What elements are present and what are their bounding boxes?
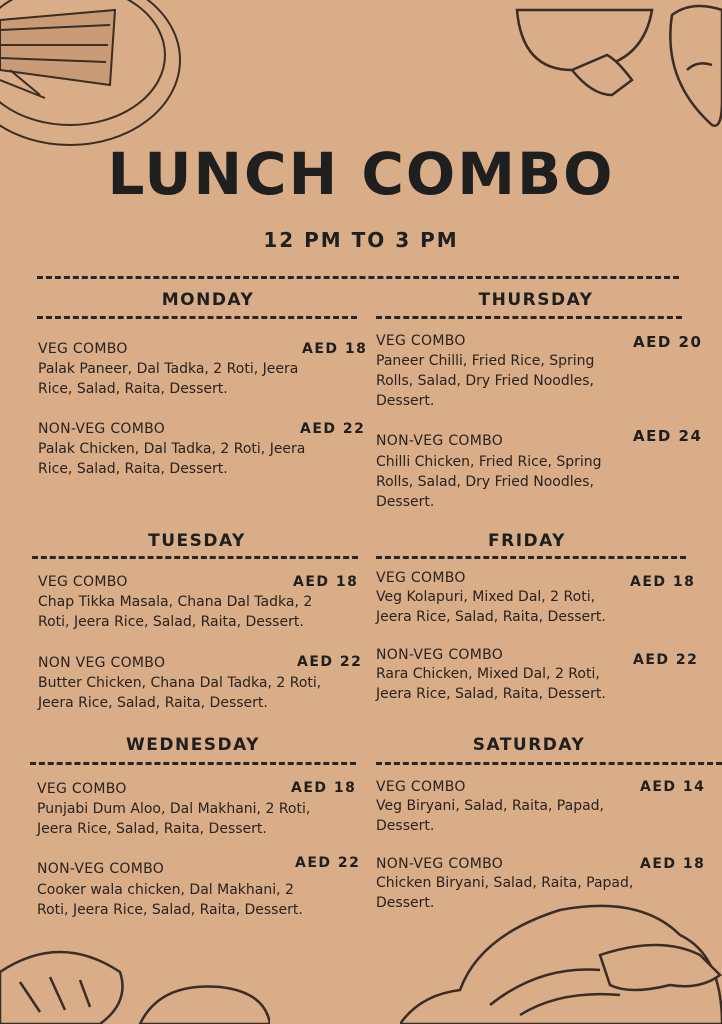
combo-price: AED 18 [640,856,706,872]
combo-price: AED 18 [291,780,357,796]
pie-slice-illustration [0,0,185,150]
page-title: LUNCH COMBO [107,140,615,208]
combo-label: VEG COMBO [376,779,466,795]
day-heading-friday: FRIDAY [488,531,566,551]
roast-chicken-illustration [400,895,722,1024]
divider [376,556,686,559]
combo-price: AED 22 [297,654,363,670]
mushroom-illustration [0,932,270,1024]
combo-label: NON-VEG COMBO [37,861,165,877]
divider [37,276,679,279]
combo-label: VEG COMBO [376,570,466,586]
combo-items: Chap Tikka Masala, Chana Dal Tadka, 2 Roti, Jeera Rice, Salad, Raita, Dessert. [38,594,313,630]
combo-items: Palak Paneer, Dal Tadka, 2 Roti, Jeera Rice, Salad, Raita, Dessert. [38,361,299,397]
combo-label: NON-VEG COMBO [376,433,504,449]
mushroom-illustration [512,0,722,140]
day-heading-wednesday: WEDNESDAY [125,735,260,755]
serving-hours: 12 PM TO 3 PM [263,228,459,252]
combo-items: Cooker wala chicken, Dal Makhani, 2 Roti, Jeera Rice, Salad, Raita, Dessert. [37,882,303,918]
combo-price: AED 18 [293,574,359,590]
combo-price: AED 18 [302,341,368,357]
combo-label: VEG COMBO [37,781,127,797]
combo-label: NON-VEG COMBO [38,421,166,437]
combo-price: AED 24 [633,427,703,445]
divider [32,556,358,559]
divider [376,762,722,765]
combo-label: NON VEG COMBO [38,655,166,671]
combo-items: Veg Biryani, Salad, Raita, Papad, Dessert. [376,798,604,834]
divider [376,316,682,319]
day-heading-thursday: THURSDAY [478,290,594,310]
combo-items: Butter Chicken, Chana Dal Tadka, 2 Roti, Jeera Rice, Salad, Raita, Dessert. [38,675,322,711]
day-heading-monday: MONDAY [161,290,255,310]
combo-items: Punjabi Dum Aloo, Dal Makhani, 2 Roti, Jeera Rice, Salad, Raita, Dessert. [37,801,311,837]
divider [30,762,356,765]
combo-items: Chilli Chicken, Fried Rice, Spring Rolls, Salad, Dry Fried Noodles, Dessert. [376,454,602,510]
day-heading-saturday: SATURDAY [472,735,586,755]
combo-price: AED 22 [300,421,366,437]
combo-label: VEG COMBO [376,333,466,349]
divider [37,316,357,319]
combo-label: VEG COMBO [38,574,128,590]
combo-price: AED 22 [633,652,699,668]
combo-items: Veg Kolapuri, Mixed Dal, 2 Roti, Jeera Rice, Salad, Raita, Dessert. [376,589,606,625]
combo-items: Chicken Biryani, Salad, Raita, Papad, Dessert. [376,875,634,911]
combo-label: VEG COMBO [38,341,128,357]
combo-price: AED 22 [295,855,361,871]
combo-price: AED 20 [633,333,703,351]
combo-price: AED 18 [630,574,696,590]
combo-items: Palak Chicken, Dal Tadka, 2 Roti, Jeera Rice, Salad, Raita, Dessert. [38,441,306,477]
combo-label: NON-VEG COMBO [376,856,504,872]
combo-price: AED 14 [640,779,706,795]
day-heading-tuesday: TUESDAY [148,531,246,551]
combo-label: NON-VEG COMBO [376,647,504,663]
combo-items: Paneer Chilli, Fried Rice, Spring Rolls, Salad, Dry Fried Noodles, Dessert. [376,353,595,409]
combo-items: Rara Chicken, Mixed Dal, 2 Roti, Jeera Rice, Salad, Raita, Dessert. [376,666,606,702]
